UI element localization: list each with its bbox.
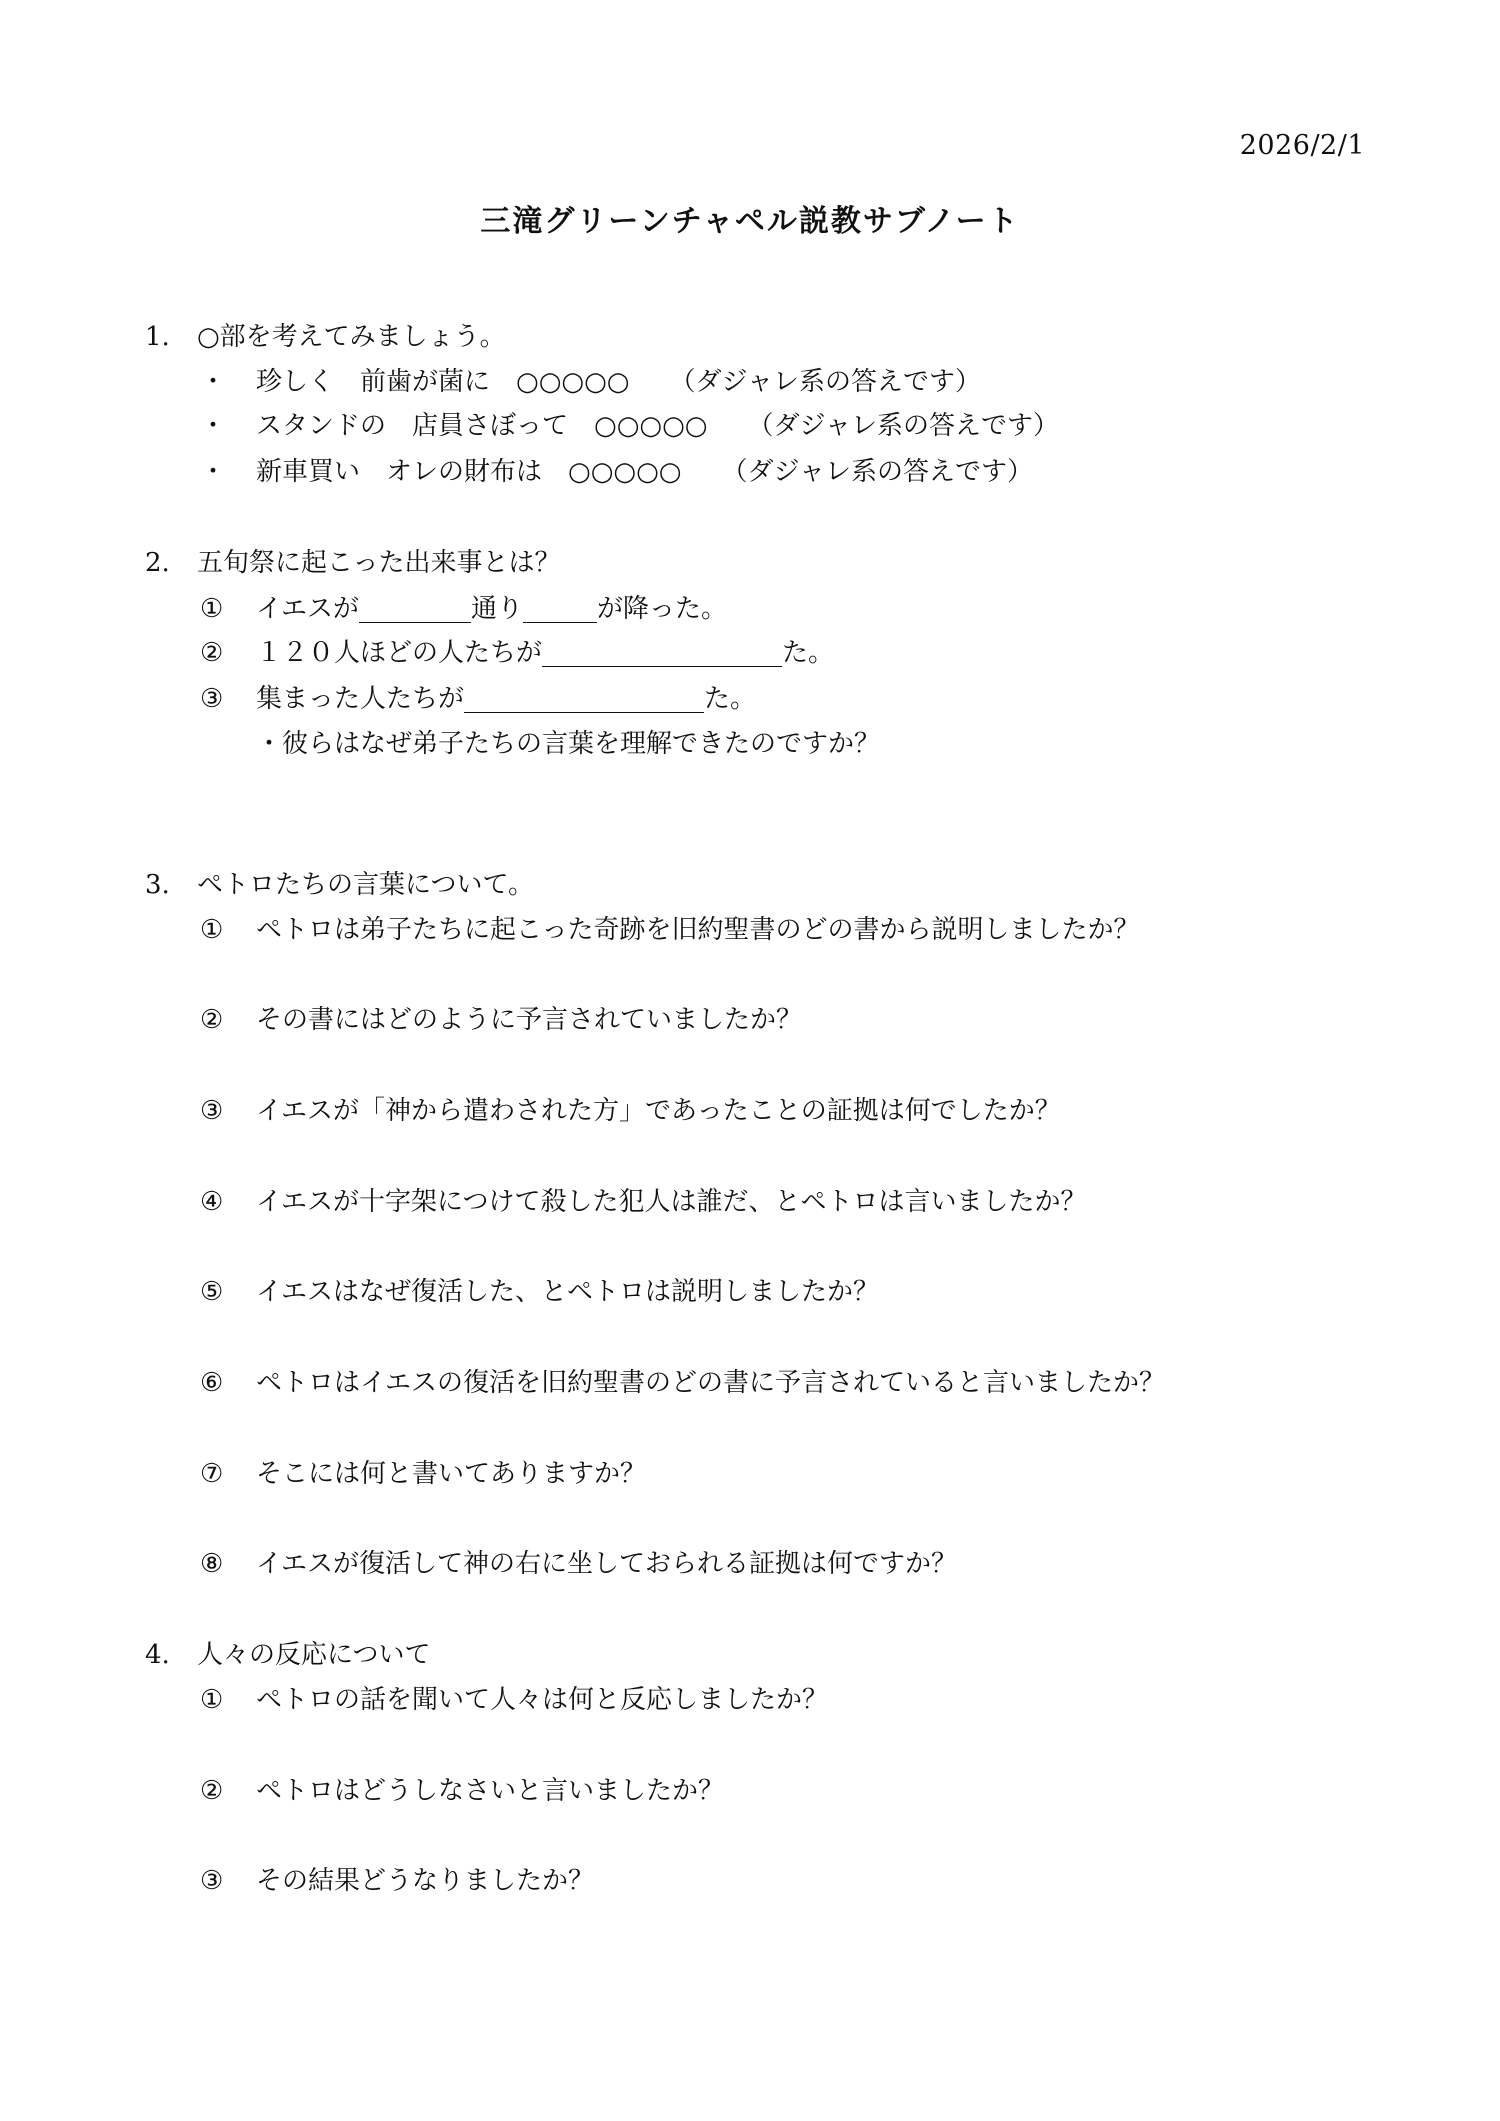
question-2-followup: ・彼らはなぜ弟子たちの言葉を理解できたのですか？ (256, 729, 881, 759)
section-number: 2. (145, 548, 170, 578)
section-title: ペトロたちの言葉について。 (197, 870, 534, 900)
question-text: イエスが「神から遣わされた方」であったことの証拠は何でしたか？ (256, 1096, 1061, 1126)
question-text: そこには何と書いてありますか？ (256, 1459, 647, 1489)
item-number: ⑦ (200, 1459, 224, 1489)
item-number: ⑥ (200, 1368, 224, 1398)
question-4-2 (200, 1770, 724, 1807)
question-text: た。 (704, 684, 757, 714)
section-title: 五旬祭に起こった出来事とは？ (197, 548, 561, 578)
pun-hint: （ダジャレ系の答えです） (669, 367, 981, 397)
question-text: イエスが十字架につけて殺した犯人は誰だ、とペトロは言いましたか？ (256, 1187, 1087, 1217)
question-text: イエスが (256, 594, 359, 624)
pun-hint: （ダジャレ系の答えです） (747, 411, 1059, 441)
pun-part-a: スタンドの (256, 411, 387, 441)
question-text: た。 (782, 638, 835, 668)
question-text: ペトロは弟子たちに起こった奇跡を旧約聖書のどの書から説明しましたか？ (256, 915, 1140, 945)
question-text: ペトロの話を聞いて人々は何と反応しましたか？ (256, 1685, 829, 1715)
pun-part-a: 珍しく (256, 367, 335, 397)
question-text: ペトロはイエスの復活を旧約聖書のどの書に予言されていると言いましたか？ (256, 1368, 1165, 1398)
question-3-7 (200, 1453, 646, 1490)
question-3-8 (200, 1543, 957, 1580)
item-number: ④ (200, 1187, 224, 1217)
pun-part-a: 新車買い (256, 457, 361, 487)
page-title: 三滝グリーンチャペル説教サブノート (480, 204, 1020, 239)
pun-blank-circles: ○○○○○ (516, 367, 630, 397)
item-number: ② (200, 638, 224, 668)
bullet: ・ (200, 457, 227, 487)
section-1-heading (145, 316, 506, 353)
pun-part-b: 店員さぼって (412, 411, 569, 441)
item-number: ① (200, 594, 224, 624)
pun-blank-circles: ○○○○○ (568, 457, 682, 487)
pun-part-b: 前歯が菌に (360, 367, 491, 397)
question-4-3 (200, 1860, 594, 1897)
pun-hint: （ダジャレ系の答えです） (721, 457, 1033, 487)
pun-part-b: オレの財布は (386, 457, 543, 487)
section-number: 1. (145, 322, 170, 352)
section-number: 4. (145, 1640, 170, 1670)
section-title: ○部を考えてみましょう。 (197, 322, 506, 352)
question-3-5 (200, 1271, 879, 1308)
bullet: ・ (200, 411, 227, 441)
question-3-6 (200, 1362, 1165, 1399)
section-number: 3. (145, 870, 170, 900)
item-number: ② (200, 1776, 224, 1806)
question-text: ペトロはどうしなさいと言いましたか？ (256, 1776, 725, 1806)
question-3-4 (200, 1181, 1086, 1218)
item-number: ① (200, 1685, 224, 1715)
pun-blank-circles: ○○○○○ (594, 411, 708, 441)
answer-blank[interactable] (523, 594, 597, 623)
answer-blank[interactable] (464, 684, 704, 713)
section-title: 人々の反応について (197, 1640, 431, 1670)
section-4-heading (145, 1634, 430, 1671)
question-text: イエスが復活して神の右に坐しておられる証拠は何ですか？ (256, 1549, 957, 1579)
item-number: ② (200, 1005, 224, 1035)
question-text: イエスはなぜ復活した、とペトロは説明しましたか？ (256, 1277, 879, 1307)
question-text: その結果どうなりましたか？ (256, 1866, 595, 1896)
question-text: 集まった人たちが (256, 684, 465, 714)
item-number: ⑧ (200, 1549, 224, 1579)
question-text: その書にはどのように予言されていましたか？ (256, 1005, 803, 1035)
pun-item-1 (200, 361, 981, 398)
pun-item-2 (200, 405, 1059, 442)
item-number: ③ (200, 684, 224, 714)
item-number: ① (200, 915, 224, 945)
question-3-2 (200, 999, 802, 1036)
question-2-1 (200, 588, 727, 625)
question-2-3 (200, 678, 756, 715)
question-4-1 (200, 1679, 828, 1716)
question-text: １２０人ほどの人たちが (256, 638, 543, 668)
bullet: ・ (200, 367, 227, 397)
section-3-heading (145, 864, 534, 901)
question-3-3 (200, 1090, 1061, 1127)
answer-blank[interactable] (542, 638, 782, 667)
item-number: ③ (200, 1866, 224, 1896)
item-number: ③ (200, 1096, 224, 1126)
question-text: 通り (470, 594, 523, 624)
section-2-heading (145, 542, 560, 579)
question-3-1 (200, 909, 1139, 946)
item-number: ⑤ (200, 1277, 224, 1307)
answer-blank[interactable] (359, 594, 471, 623)
date: 2026/2/1 (1239, 130, 1365, 161)
pun-item-3 (200, 451, 1033, 488)
question-2-2 (200, 632, 834, 669)
question-text: が降った。 (596, 594, 727, 624)
